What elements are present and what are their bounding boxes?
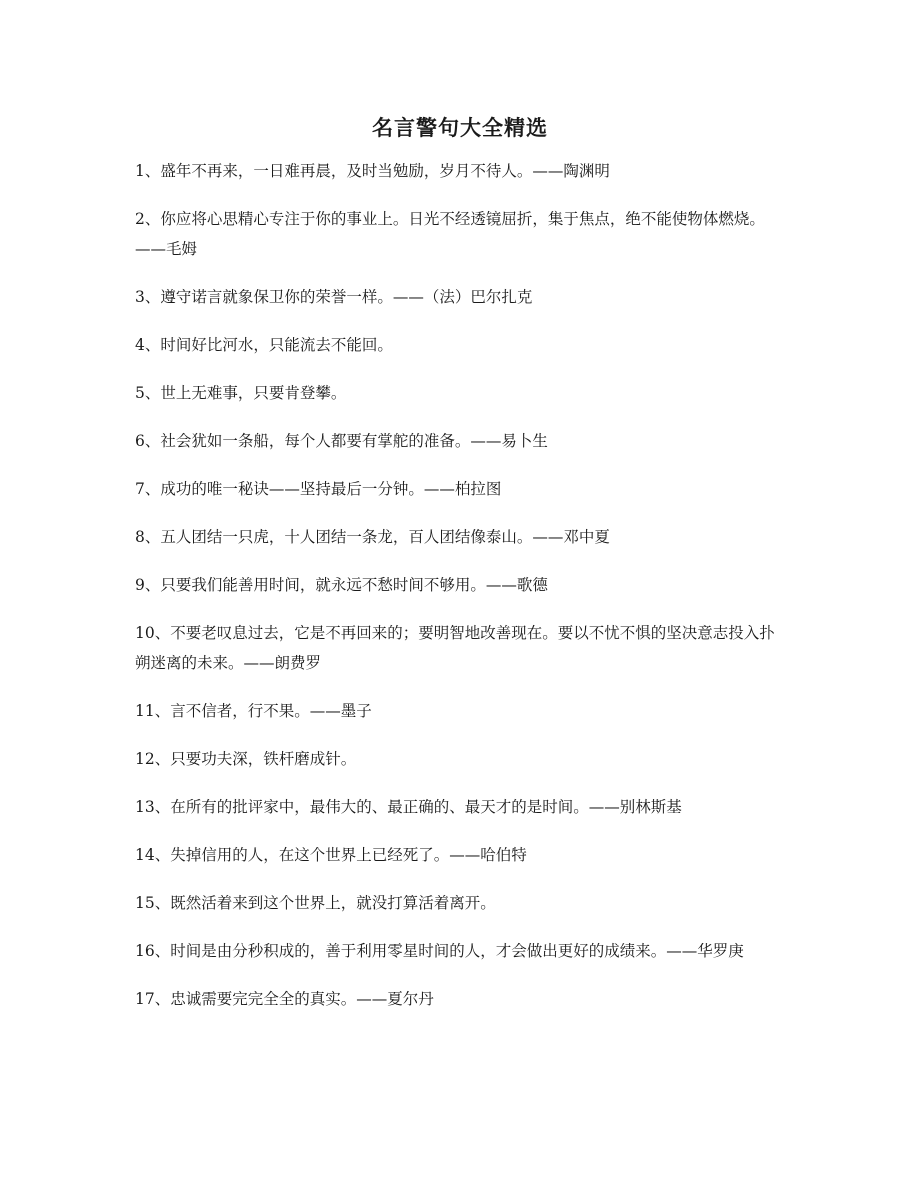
quote-item: 12、只要功夫深，铁杆磨成针。	[135, 750, 357, 768]
quote-item: 1、盛年不再来，一日难再晨，及时当勉励，岁月不待人。——陶渊明	[135, 162, 610, 180]
quote-item: 3、遵守诺言就象保卫你的荣誉一样。——（法）巴尔扎克	[135, 288, 533, 306]
quote-item: 8、五人团结一只虎，十人团结一条龙，百人团结像泰山。——邓中夏	[135, 528, 610, 546]
quote-item: 16、时间是由分秒积成的，善于利用零星时间的人，才会做出更好的成绩来。——华罗庚	[135, 942, 744, 960]
quote-item: 15、既然活着来到这个世界上，就没打算活着离开。	[135, 894, 496, 912]
quote-item: 9、只要我们能善用时间，就永远不愁时间不够用。——歌德	[135, 576, 548, 594]
page-title: 名言警句大全精选	[372, 116, 548, 140]
quote-item: 14、失掉信用的人，在这个世界上已经死了。——哈伯特	[135, 846, 527, 864]
quote-item: 2、你应将心思精心专注于你的事业上。日光不经透镜屈折，集于焦点，绝不能使物体燃烧。——毛姆	[135, 210, 765, 258]
quote-item: 6、社会犹如一条船，每个人都要有掌舵的准备。——易卜生	[135, 432, 548, 450]
quote-item: 11、言不信者，行不果。——墨子	[135, 702, 372, 720]
quote-item: 7、成功的唯一秘诀——坚持最后一分钟。——柏拉图	[135, 480, 502, 498]
quote-item: 10、不要老叹息过去，它是不再回来的；要明智地改善现在。要以不忧不惧的坚决意志投入扑朔迷离的未来。——朗费罗	[135, 624, 775, 672]
quote-item: 13、在所有的批评家中，最伟大的、最正确的、最天才的是时间。——别林斯基	[135, 798, 682, 816]
quote-list	[135, 156, 790, 1032]
quote-item: 4、时间好比河水，只能流去不能回。	[135, 336, 393, 354]
quote-item: 17、忠诚需要完完全全的真实。——夏尔丹	[135, 990, 434, 1008]
quote-item: 5、世上无难事，只要肯登攀。	[135, 384, 347, 402]
